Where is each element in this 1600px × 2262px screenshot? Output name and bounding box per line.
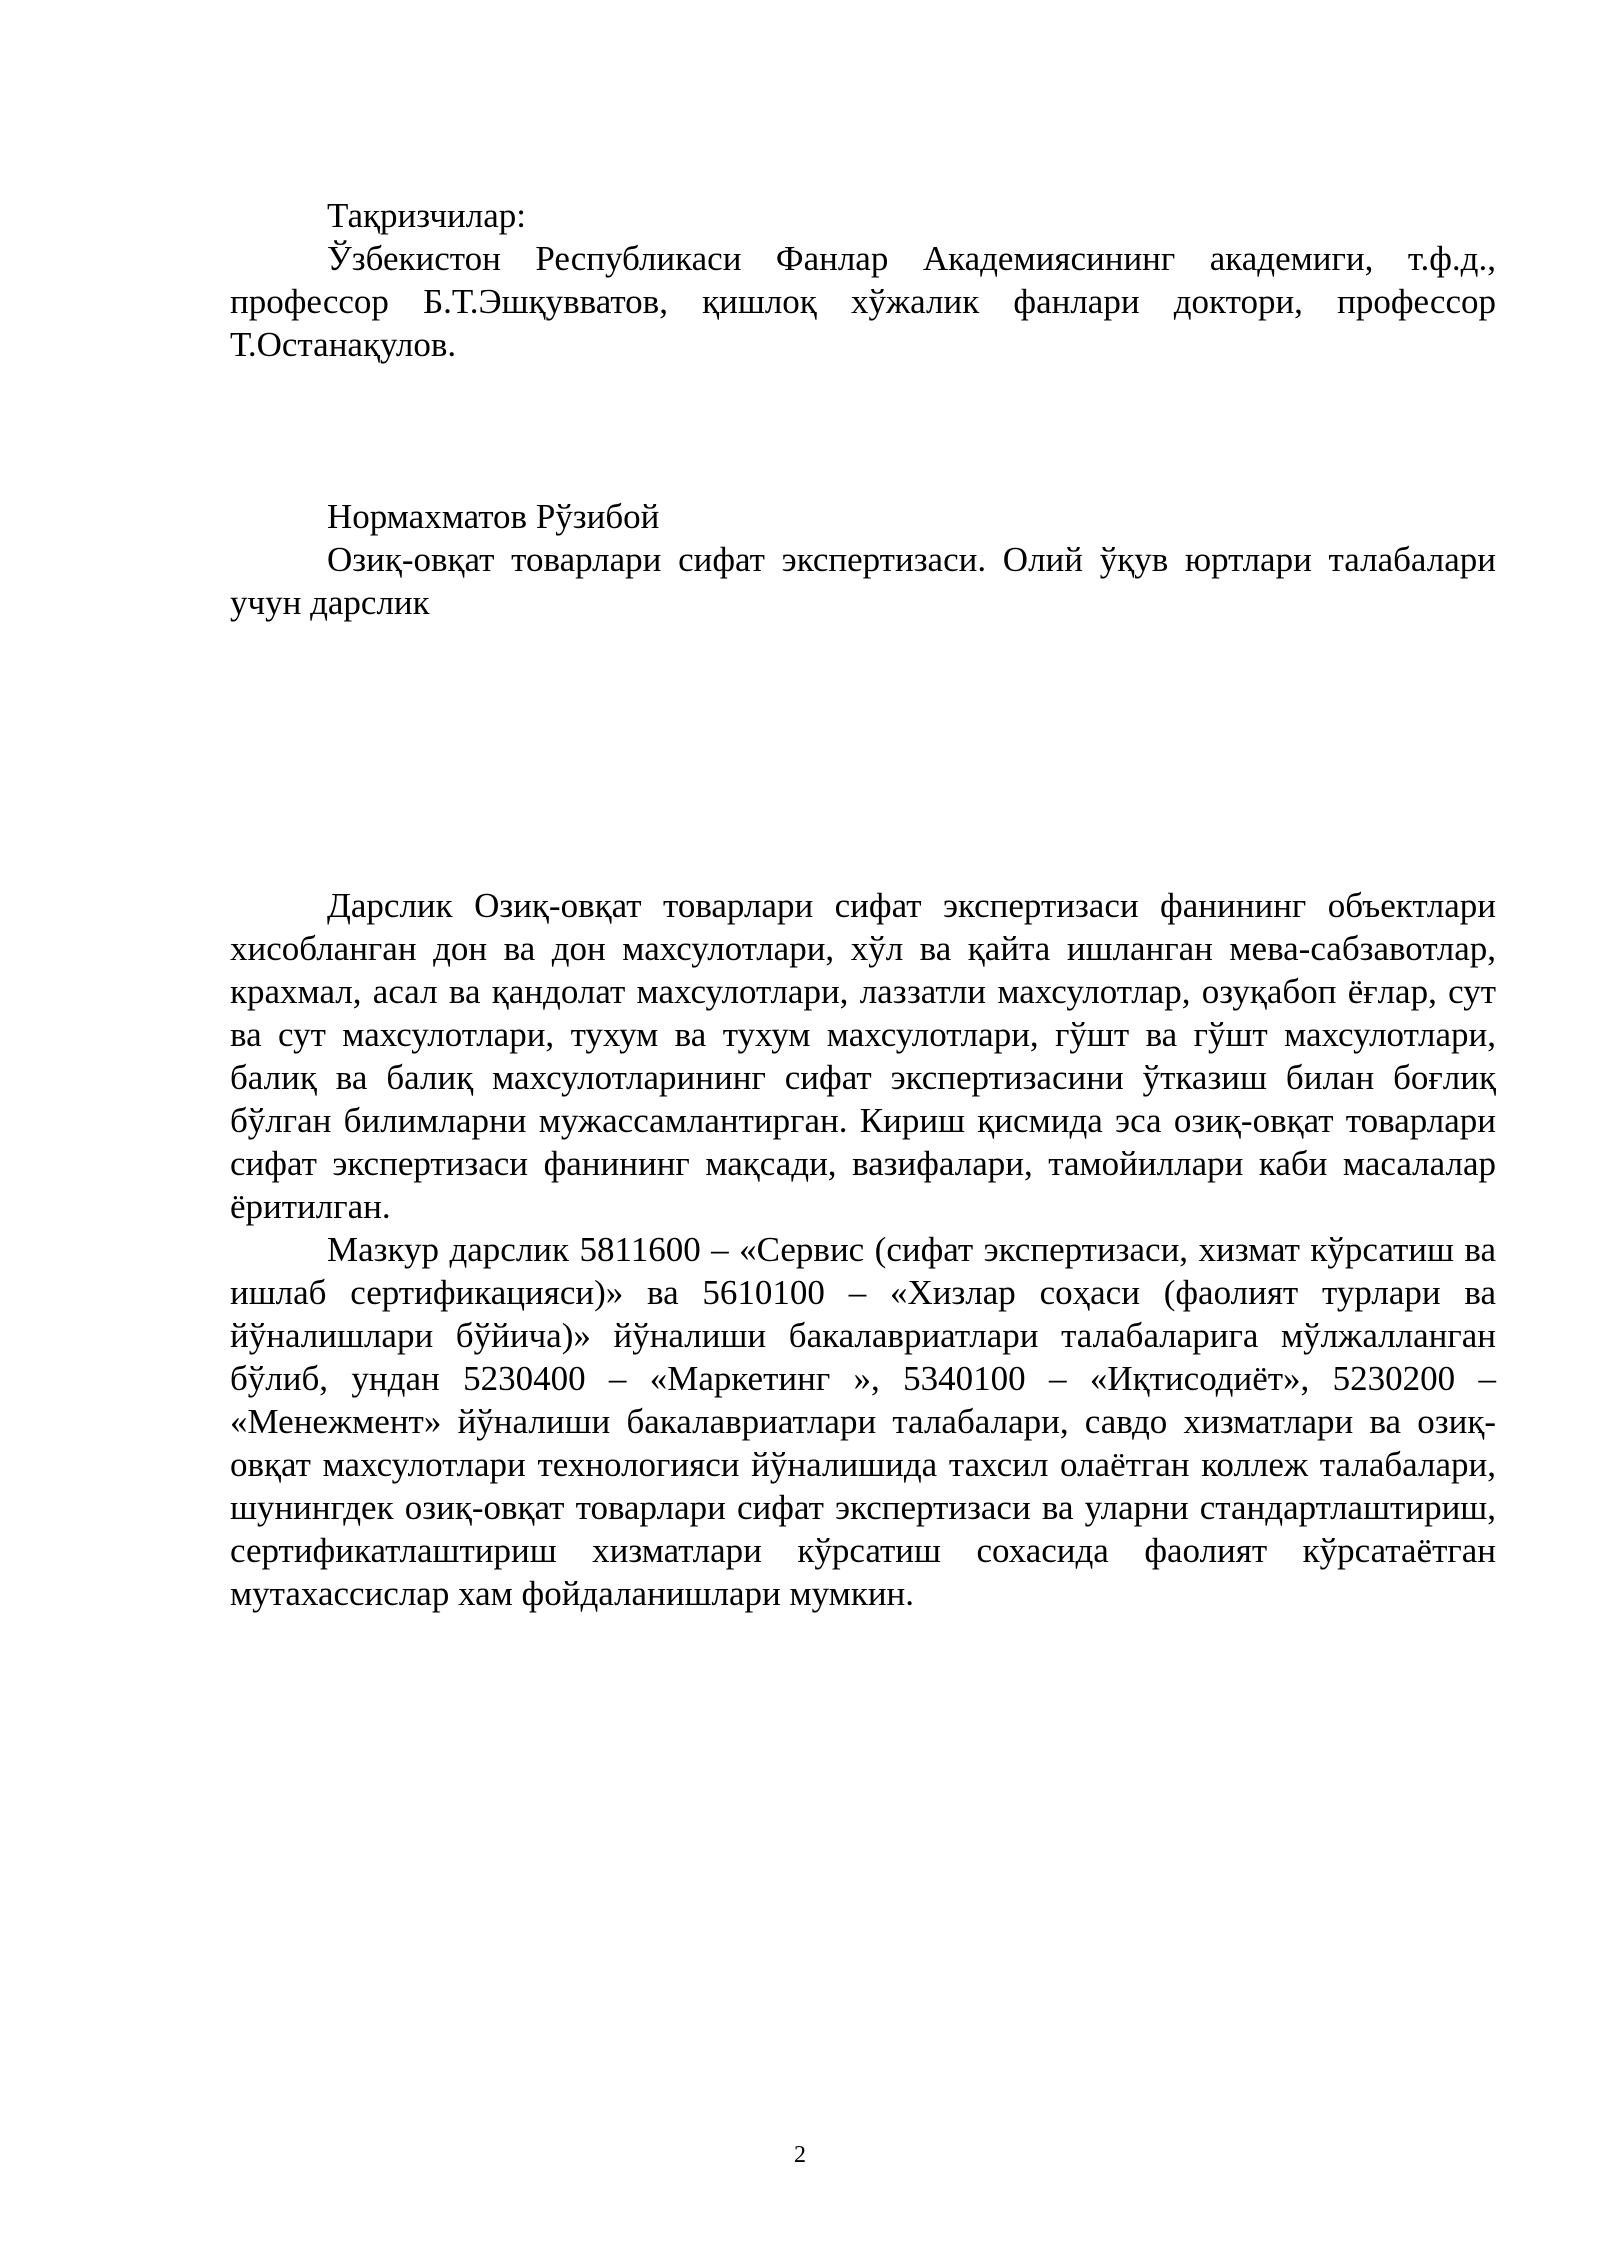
reviewers-text: Ўзбекистон Республикаси Фанлар Академиясининг академиги, т.ф.д., профессор Б.Т.Эшқувватов, қишлоқ хўжалик фанлари доктори, профессор Т.Останақулов. (230, 239, 1496, 364)
reviewers-heading: Тақризчилар: (327, 196, 526, 235)
author-section (230, 495, 1496, 624)
annotation-section (230, 884, 1496, 1615)
reviewers-section (230, 194, 1496, 366)
page-number: 2 (794, 2142, 806, 2168)
book-title: Озиқ-овқат товарлари сифат экспертизаси. Олий ўқув юртлари талабалари учун дарслик (230, 540, 1496, 622)
annotation-paragraph-2: Мазкур дарслик 5811600 – «Сервис (сифат экспертизаси, хизмат кўрсатиш ва ишлаб сертификацияси)» ва 5610100 – «Хизлар соҳаси (фаолият турлари ва йўналишлари бўйича)» йўналиши бакалавриатлари талабаларига мўлжалланган бўлиб, ундан 5230400 – «Маркетинг », 5340100 – «Иқтисодиёт», 5230200 – «Менежмент» йўналиши бакалавриатлари талабалари, савдо хизматлари ва озиқ-овқат махсулотлари технологияси йўналишида тахсил олаётган коллеж талабалари, шунингдек озиқ-овқат товарлари сифат экспертизаси ва уларни стандартлаштириш, сертификатлаштириш хизматлари кўрсатиш сохасида фаолият кўрсатаётган мутахассислар хам фойдаланишлари мумкин. (230, 1230, 1496, 1613)
annotation-paragraph-1: Дарслик Озиқ-овқат товарлари сифат экспертизаси фанининг объектлари хисобланган дон ва дон махсулотлари, хўл ва қайта ишланган мева-сабзавотлар, крахмал, асал ва қандолат махсулотлари, лаззатли махсулотлар, озуқабоп ёғлар, сут ва сут махсулотлари, тухум ва тухум махсулотлари, гўшт ва гўшт махсулотлари, балиқ ва балиқ махсулотларининг сифат экспертизасини ўтказиш билан боғлиқ бўлган билимларни мужассамлантирган. Кириш қисмида эса озиқ-овқат товарлари сифат экспертизаси фанининг мақсади, вазифалари, тамойиллари каби масалалар ёритилган. (230, 886, 1496, 1226)
author-name: Нормахматов Рўзибой (327, 497, 660, 536)
